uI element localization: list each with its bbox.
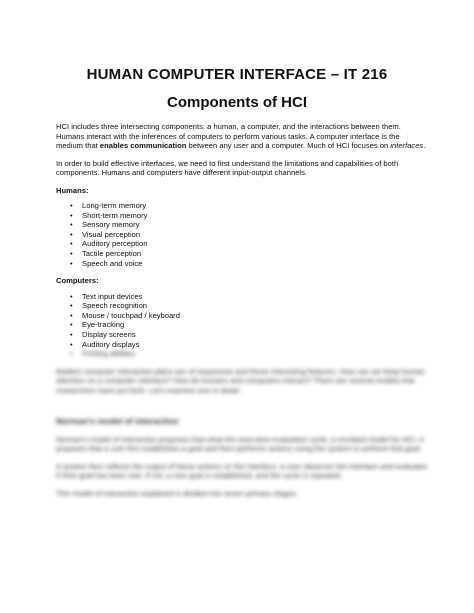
intro-paragraph	[56, 122, 428, 151]
list-item: • Eye-tracking	[56, 320, 428, 330]
list-item: • Display screens	[56, 330, 428, 340]
list-item: • Tactile perception	[56, 249, 428, 259]
intro-text-2: between any user and a computer. Much of HCI focuses on	[186, 141, 391, 150]
document-body	[56, 122, 428, 506]
humans-list	[56, 201, 428, 268]
list-item: • Mouse / touchpad / keyboard	[56, 311, 428, 321]
document-title: HUMAN COMPUTER INTERFACE – IT 216	[86, 66, 388, 83]
list-item: • Auditory displays	[56, 340, 428, 350]
list-item: • Speech and voice	[56, 259, 428, 269]
list-item: • Speech recognition	[56, 301, 428, 311]
list-item: • Short-term memory	[56, 211, 428, 221]
intro-text-3: .	[423, 141, 426, 150]
document-subtitle: Components of HCI	[167, 94, 307, 111]
intro-bold-text: enables communication	[99, 141, 187, 150]
intro-italic-text: interfaces	[390, 141, 424, 150]
list-item: • Auditory perception	[56, 239, 428, 249]
blurred-heading: Norman's model of interaction	[56, 416, 179, 427]
blurred-paragraph: This model of interaction explained is divided into seven primary stages:	[56, 488, 298, 498]
blurred-paragraph: Norman's model of interaction proposes that what the execution-evaluation cycle, a resultant model for HCI. It proposes that a user first establishes a goal and then performs actions using the system to achieve that goal.	[56, 434, 424, 454]
blurred-paragraph: A system then reflects the output of these actions on the interface. A user observes the interface and evaluates if their goal has been met. If not, a new goal is established, and the cycle is repeated.	[56, 461, 428, 481]
intro-text-1: HCI includes three intersecting components: a human, a computer, and the interactions between them. Humans interact with the inferences of computers to perform various tasks. A computer interface is the medium that	[56, 122, 401, 150]
computers-list	[56, 292, 428, 359]
list-item: • Printing abilities	[56, 349, 428, 359]
list-item: • Long-term memory	[56, 201, 428, 211]
list-item: • Visual perception	[56, 230, 428, 240]
list-item: • Text input devices	[56, 292, 428, 302]
list-item: • Sensory memory	[56, 220, 428, 230]
humans-heading: Humans:	[56, 185, 89, 195]
computers-heading: Computers:	[56, 276, 99, 286]
blurred-paragraph: Modern computer interaction plans are of responsive and these interesting features. How can we keep human attention on a computer interface? How do humans and computers interact? There are several models that researchers have put forth. Let's examine one in detail.	[56, 366, 425, 395]
second-paragraph: In order to build effective interfaces, we need to first understand the limitations and capabilities of both components. Humans and computers have different input-output channels.	[56, 158, 399, 177]
blurred-preview-section	[56, 367, 428, 499]
